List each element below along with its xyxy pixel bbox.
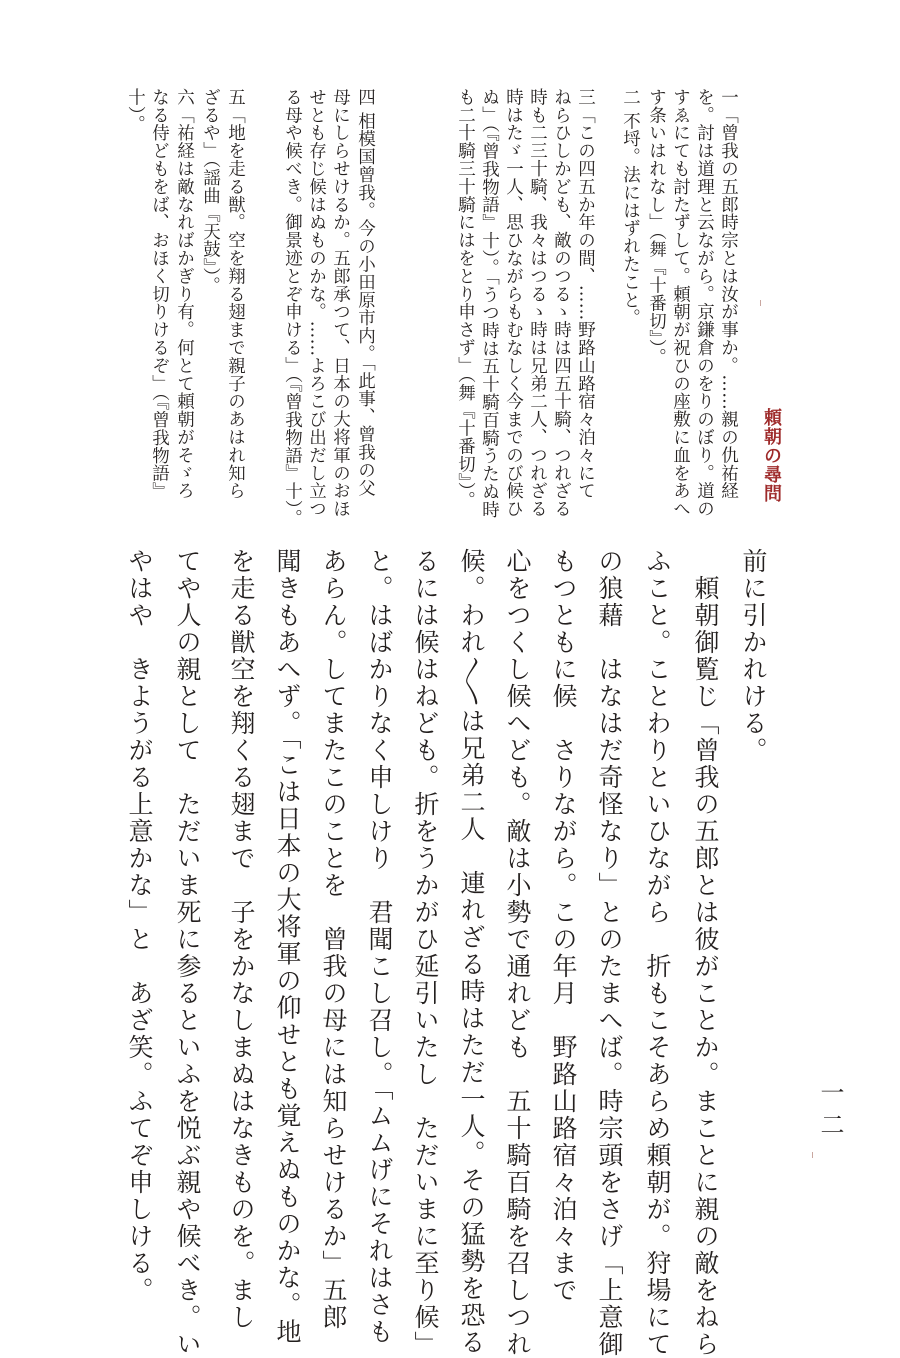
note-line: 六「祐経は敵なればかぎり有。何とて頼朝がそゞろ (174, 88, 195, 500)
note-line: 四 相模国曾我。今の小田原市内。「此事、曾我の父 (355, 88, 376, 497)
note-line: ぬ」（『曾我物語』十）。「うつ時は五十騎百騎うたぬ時 (479, 88, 500, 519)
note-line: を。討は道理と云ながら。京鎌倉のをりのぼり。道の (694, 88, 715, 518)
note-line: 時はたゞ一人、思ひながらもむなしく今までのび候ひ (503, 88, 524, 518)
note-line: 二 不埒。法にはずれたこと。 (620, 88, 641, 327)
note-line: 時も二三十騎、我々はつるゝ時は兄弟二人、つれざる (527, 88, 548, 518)
main-line: と。はばかりなく申しけり 君聞こし召し。「ムムげにそれはさも (365, 548, 394, 1346)
main-line: るには候はねども。折をうかがひ延引いたし ただいまに至り候」 (411, 548, 440, 1358)
main-line: 心をつくし候へども。敵は小勢で通れども 五十騎百騎を召しつれ (503, 548, 532, 1358)
main-line: もつともに候 さりながら。この年月 野路山路宿々泊々まで (549, 548, 578, 1304)
note-line: せとも存じ候はぬものかな。……よろこび出だし立つ (306, 88, 327, 518)
note-line: す条いはれなし」（舞『十番切』）。 (646, 88, 667, 367)
note-line: る母や候べき。御景迹とぞ申ける」（『曾我物語』十）。 (282, 88, 303, 528)
note-line: 十）。 (125, 88, 146, 133)
note-line: 五「地を走る獣。空を翔る翅まで親子のあはれ知ら (225, 88, 246, 500)
note-line: すゑにても討たずして。頼朝が祝ひの座敷に血をあへ (670, 88, 691, 518)
main-line: 頼朝御覧じ「曾我の五郎とは彼がことか。まことに親の敵をねら (691, 548, 720, 1358)
margin-tick (812, 1152, 813, 1158)
main-line: 聞きもあへず。「こは日本の大将軍の仰せとも覚えぬものかな。地 (273, 548, 302, 1346)
note-line: なる侍どもをば、おほく切りけるぞ」（『曾我物語』 (149, 88, 170, 501)
note-line: 一「曾我の五郎時宗とは汝が事か。……親の仇祐経 (718, 88, 739, 500)
main-line: 候。われ〳〵は兄弟二人 連れざる時はただ一人。その猛勢を恐る (457, 548, 486, 1356)
main-line: の狼藉 はなはだ奇怪なり」とのたまへば。時宗頭をさげ「上意御 (595, 548, 624, 1358)
margin-tick (760, 300, 761, 306)
page-number: 一二 (816, 1080, 844, 1144)
main-line: てや人の親として ただいま死に参るといふを悦ぶ親や候べき。い (173, 548, 202, 1358)
main-line: ふこと。ことわりといひながら 折もこそあらめ頼朝が。狩場にて (643, 548, 672, 1358)
note-line: ねらひしかども、敵のつるゝ時は四五十騎、つれざる (551, 88, 572, 518)
note-line: ざるや」（謡曲『天鼓』）。 (200, 88, 221, 295)
side-heading: 頼朝の尋問 (761, 408, 782, 503)
main-line: あらん。してまたこのことを 曾我の母には知らせけるか」五郎 (319, 548, 348, 1331)
main-line: 前に引かれける。 (739, 548, 768, 764)
main-line: やはや きようがる上意かな」と あざ笑。ふてぞ申しける。 (125, 548, 154, 1304)
note-line: 三「この四五か年の間、……野路山路宿々泊々にて (575, 88, 596, 500)
note-line: 母にしらせけるか。五郎承つて、日本の大将軍のおほ (330, 88, 351, 518)
main-line: を走る獣空を翔くる翅まで 子をかなしまぬはなきものを。まし (227, 548, 256, 1331)
note-line: も二十騎三十騎にはをとり申さず」（舞『十番切』）。 (455, 88, 476, 510)
